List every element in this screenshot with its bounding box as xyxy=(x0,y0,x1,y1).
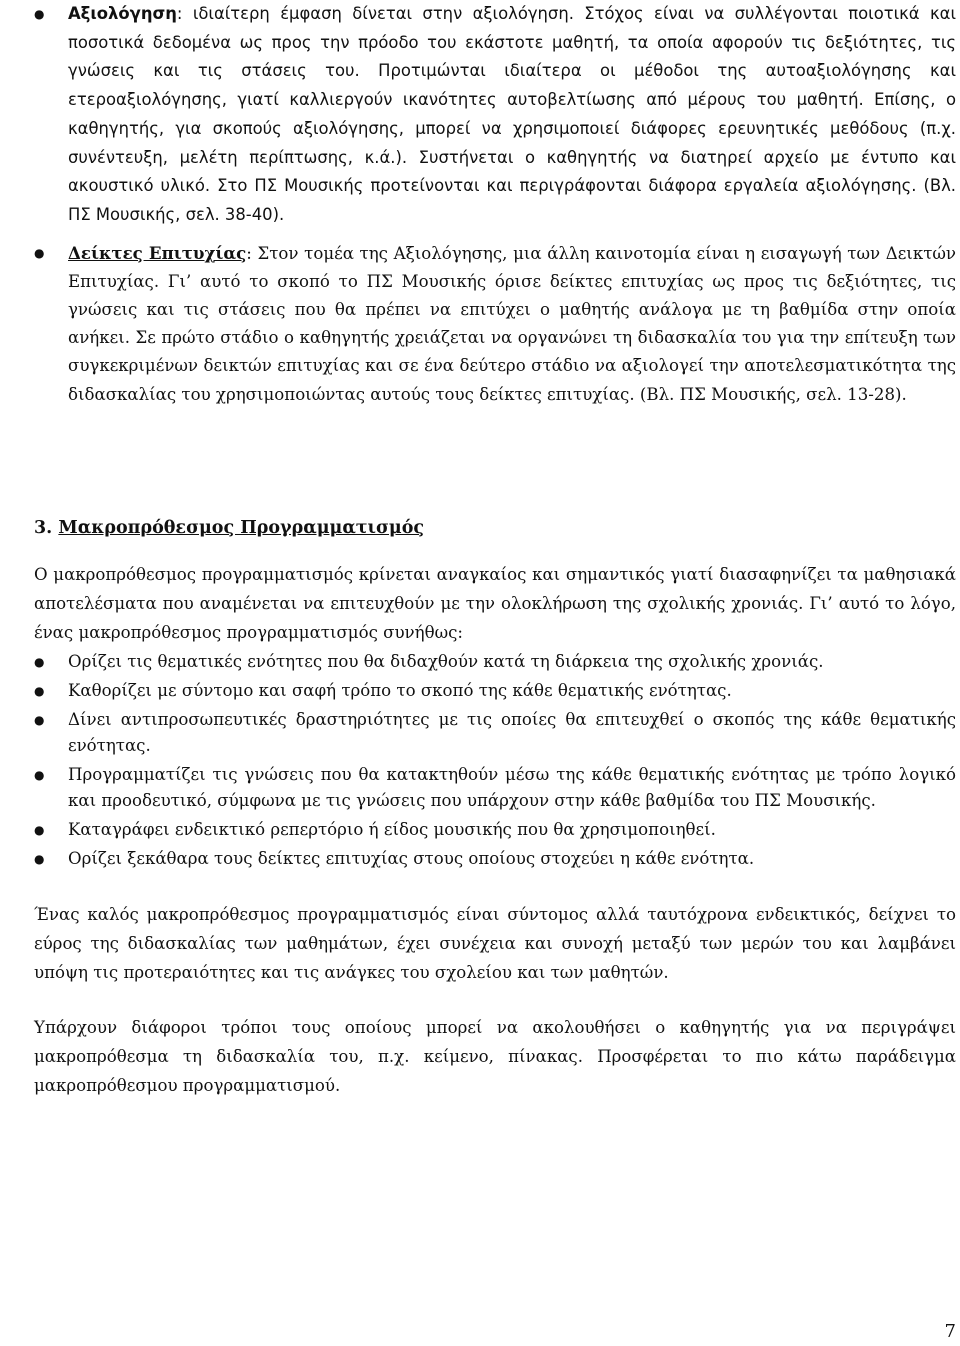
assessment-text: ιδιαίτερη έμφαση δίνεται στην αξιολόγηση. Στόχος είναι να συλλέγονται ποιοτικά και ποσοτικά δεδομένα ως προς την πρόοδο του εκάστοτε μαθητή, τα οποία αφορούν τις δεξιότητες, τις γνώσεις και τις στάσεις του. Προτιμώνται ιδιαίτερα οι μέθοδοι της αυτοαξιολόγησης και ετεροαξιολόγησης, γιατί καλλιεργούν ικανότητες αυτοβελτίωσης από μέρους του μαθητή. Επίσης, ο καθηγητής, για σκοπούς αξιολόγησης, μπορεί να χρησιμοποιεί διάφορες ερευνητικές μεθόδους (π.χ. συνέντευξη, μελέτη περίπτωσης, κ.ά.). Συστήνεται ο καθηγητής να διατηρεί αρχείο με έντυπο και ακουστικό υλικό. Στο ΠΣ Μουσικής προτείνονται και περιγράφονται διάφορα εργαλεία αξιολόγησης. (Βλ. ΠΣ Μουσικής, σελ. 38-40). xyxy=(68,4,956,224)
list-item: ● Δίνει αντιπροσωπευτικές δραστηριότητες με τις οποίες θα επιτευχθεί ο σκοπός της κάθε θεματικής ενότητας. xyxy=(34,707,956,759)
bullet-list-top xyxy=(34,0,956,409)
planning-list xyxy=(34,649,956,872)
list-item-success-indicators xyxy=(34,239,956,409)
term-separator: : xyxy=(246,243,252,263)
term-assessment: Αξιολόγηση xyxy=(68,4,177,23)
list-item: ● Καθορίζει με σύντομο και σαφή τρόπο το σκοπό της κάθε θεματικής ενότητας. xyxy=(34,678,956,704)
section-body xyxy=(34,560,956,1100)
term-separator: : xyxy=(176,4,183,23)
page-number: 7 xyxy=(944,1321,956,1342)
paragraph-methods: Υπάρχουν διάφοροι τρόποι τους οποίους μπορεί να ακολουθήσει ο καθηγητής για να περιγράψει μακροπρόθεσμα τη διδασκαλία του, π.χ. κείμενο, πίνακας. Προσφέρεται το πιο κάτω παράδειγμα μακροπρόθεσμου προγραμματισμού. xyxy=(34,1018,956,1095)
success-indicators-text: Στον τομέα της Αξιολόγησης, μια άλλη καινοτομία είναι η εισαγωγή των Δεικτών Επιτυχίας. Γι’ αυτό το σκοπό το ΠΣ Μουσικής όρισε δείκτες επιτυχίας ως προς τις δεξιότητες, τις γνώσεις και τις στάσεις που θα πρέπει να επιτύχει ο μαθητής ανάλογα με τη βαθμίδα στην οποία ανήκει. Σε πρώτο στάδιο ο καθηγητής χρειάζεται να οργανώνει τη διδασκαλία του για την επίτευξη των συγκεκριμένων δεικτών επιτυχίας και σε ένα δεύτερο στάδιο να αξιολογεί την αποτελεσματικότητα της διδασκαλίας του χρησιμοποιώντας αυτούς τους δείκτες επιτυχίας. (Βλ. ΠΣ Μουσικής, σελ. 13-28). xyxy=(68,243,956,404)
list-item: ● Ορίζει τις θεματικές ενότητες που θα διδαχθούν κατά τη διάρκεια της σχολικής χρονιάς. xyxy=(34,649,956,675)
paragraph-good-plan: Ένας καλός μακροπρόθεσμος προγραμματισμός είναι σύντομος αλλά ταυτόχρονα ενδεικτικός, δείχνει το εύρος της διδασκαλίας των μαθημάτων, έχει συνέχεια και συνοχή μεταξύ των μερών του και λαμβάνει υπόψη τις προτεραιότητες και τις ανάγκες του σχολείου και των μαθητών. xyxy=(34,905,956,982)
list-item: ● Καταγράφει ενδεικτικό ρεπερτόριο ή είδος μουσικής που θα χρησιμοποιηθεί. xyxy=(34,817,956,843)
term-success-indicators: Δείκτες Επιτυχίας xyxy=(68,242,247,263)
list-item-assessment xyxy=(34,0,956,230)
section-heading xyxy=(34,514,424,542)
section-title: Μακροπρόθεσμος Προγραμματισμός xyxy=(58,518,425,538)
list-item: ● Προγραμματίζει τις γνώσεις που θα κατακτηθούν μέσω της κάθε θεματικής ενότητας με τρόπο λογικό και προοδευτικό, σύμφωνα με τις γνώσεις που υπάρχουν στην κάθε βαθμίδα του ΠΣ Μουσικής. xyxy=(34,762,956,814)
section-number: 3. xyxy=(34,518,53,538)
intro-paragraph: Ο μακροπρόθεσμος προγραμματισμός κρίνεται αναγκαίος και σημαντικός γιατί διασαφηνίζει τα μαθησιακά αποτελέσματα που αναμένεται να επιτευχθούν με την ολοκλήρωση της σχολικής χρονιάς. Γι’ αυτό το λόγο, ένας μακροπρόθεσμος προγραμματισμός συνήθως: xyxy=(34,565,956,642)
list-item: ● Ορίζει ξεκάθαρα τους δείκτες επιτυχίας στους οποίους στοχεύει η κάθε ενότητα. xyxy=(34,846,956,872)
